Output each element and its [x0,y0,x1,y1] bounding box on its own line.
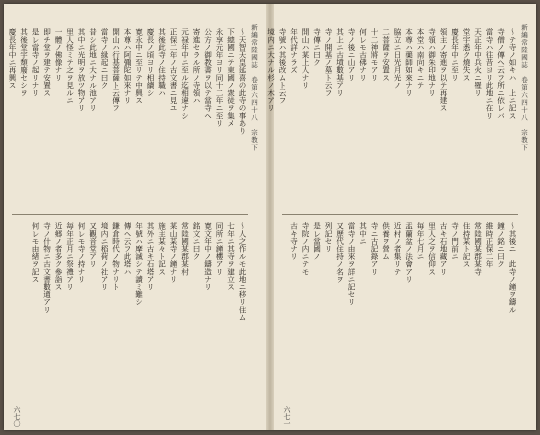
text-block-upper: 〜天智天皇延喜の此寺の事あり 下總國ニテ東國ノ衆徒ヲ集メ 永享元年ヨリ同十二年ニ至リ 公方ノ御教書ヲ以テ當寺ヘ 寄進セラル所ノ寺領ハ 元禄年中ニ至ル迄相違ナシ 正保二年ノ古文書ニ見ユ 其後此寺ノ住持職ハ 慶長ノ頃ヨリ相續シ 寛永中ニ至リテ中興ス 本尊ハ阿彌陀如來ナリ 開山ハ行基菩薩ト云傳フ 當寺ノ縁起ニ曰ク 昔シ此地ニ大ナル池アリ 其中ニ光明ヲ放ツ物アリ 里人怪ミテ之ヲ見ルニ 一體ノ佛像ナリ 即チ堂ヲ建テ安置ス 是レ當寺ノ起リナリ 其後堂宇頽廢セシヲ 慶長年中ニ再興ス [8,28,247,135]
book-spread [4,4,536,430]
section-divider [12,214,248,215]
text-block-lower: 〜其後ニ 此寺ノ鐘ヲ鑄ル 鐘ノ銘ニ曰ク 維時正保二年 常陸國某郡某寺 住持某ト記ス 寺ノ門前ニ 古キ石地藏アリ 里人之ヲ信仰ス 毎年七月ニ 盂蘭盆ノ法會アリ 近村ノ者集リテ 供養ヲ營ム 寺ニ古記錄アリ 其中ニ 當寺ノ由來ヲ詳ニ記セリ 又歷代住持ノ名ヲ 列記セリ 是レ當國ノ 寺院ノ内ニテモ 古キ寺ナリ [289,222,517,314]
page-number: 六七〇 [13,406,21,427]
text-block-upper: 〜テ寺ノ如キハ 上ニ記ス 寺僧ノ傳ヘ云フ所ニ依レバ 當寺ハ往昔ヨリ此地ニ在リ 天正年中兵火ニ罹リ 堂宇悉ク燒失ス 慶長年中ニ至リ 領主ノ寄進ヲ以テ再建ス 寺領ハ御朱印地ナリ 本堂ハ南向キニテ 本尊ハ藥師如來ナリ 脇立ニ日光月光ノ 二菩薩ヲ安置ス 十二神將モアリ 何レモ古佛ナリ 寺ノ後ニ山アリ 其上ニ古墳數基アリ 寺ノ開基ノ墓ト云フ 寺傳ニ曰ク 開山ハ某上人ナリ 年代詳ナラズ 寺號ハ其後改ムト云フ 境内ニ大ナル杉ノ木アリ [266,28,517,120]
right-page [266,4,536,430]
running-head: 新編常陸國誌 卷第六四十八 宗教下 [520,24,528,152]
running-head: 新編常陸國誌 卷第六四十八 宗教下 [250,24,258,152]
section-divider [282,214,518,215]
text-block-lower: 〜人之作ルモ此地ニ移リ住ム 七年ニ其寺ヲ建立ス 同所ニ鐘樓アリ 寛文年中ノ鑄造ナリ 銘文ニ曰ク 常陸國某郡某村 某山某寺ノ鐘ナリ 施主某々ト記ス 其外ニ古キ石塔アリ 年號ハ摩滅シテ讀ミ難シ 傳ヘ云フ此塔ハ 鎌倉時代ノ物ナリト 境内ニ稻荷ノ社アリ 又觀音堂アリ 何レモ寺ノ持ナリ 毎年正月ニ祭禮アリ 近郷ノ者多ク參詣ス 寺ノ什物ニ古文書數通アリ 何レモ由緒ヲ記ス [31,222,247,321]
left-page [4,4,266,430]
page-number: 六七一 [283,406,291,427]
